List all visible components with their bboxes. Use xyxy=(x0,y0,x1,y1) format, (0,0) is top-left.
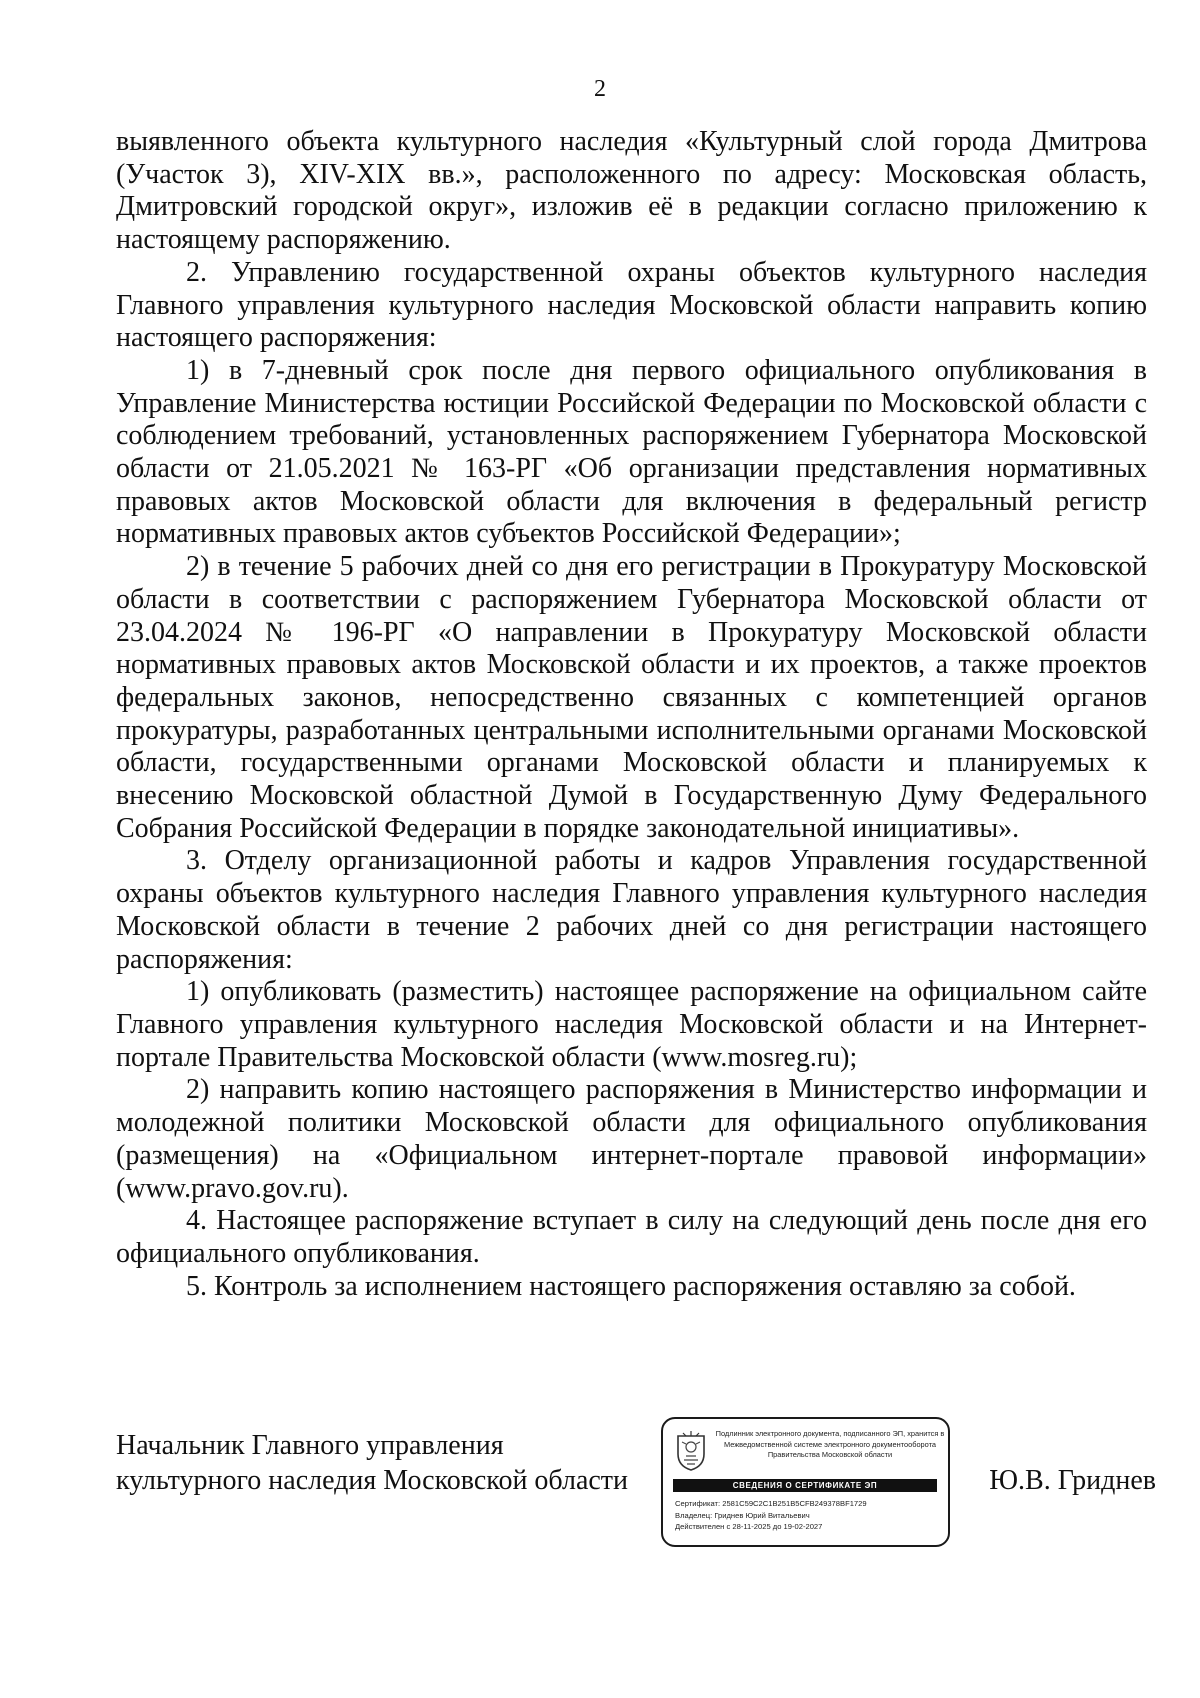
paragraph-item-2: 2. Управлению государственной охраны объектов культурного наследия Главного управления культурного наследия Московской области направить копию настоящего распоряжения: xyxy=(116,256,1147,354)
document-body xyxy=(116,126,1147,1303)
paragraph-item-3-1: 1) опубликовать (разместить) настоящее распоряжение на официальном сайте Главного управления культурного наследия Московской области и на Интернет-портале Правительства Московской области (www.mosreg.ru); xyxy=(116,976,1147,1073)
stamp-validity: Действителен с 28-11-2025 до 19-02-2027 xyxy=(675,1522,823,1531)
paragraph-item-3-2: 2) направить копию настоящего распоряжения в Министерство информации и молодежной политики Московской области для официального опубликования (размещения) на «Официальном интернет-портале правовой информации» (www.pravo.gov.ru). xyxy=(116,1074,1147,1204)
paragraph-item-3: 3. Отделу организационной работы и кадров Управления государственной охраны объектов культурного наследия Главного управления культурного наследия Московской области в течение 2 рабочих дней со дня регистрации настоящего распоряжения: xyxy=(116,845,1147,975)
stamp-certificate: Сертификат: 2581C59C2C1B251B5CFB249378BF1729 xyxy=(675,1499,867,1508)
stamp-notice-text: Подлинник электронного документа, подписанного ЭП, хранится в Межведомственной системе электронного документооборота Правительства Московской области xyxy=(715,1429,945,1459)
paragraph-continuation: выявленного объекта культурного наследия «Культурный слой города Дмитрова (Участок 3), XIV-XIX вв.», расположенного по адресу: Московская область, Дмитровский городской округ», изложив её в редакции согласно приложению к настоящему распоряжению. xyxy=(116,126,1147,256)
paragraph-item-2-2: 2) в течение 5 рабочих дней со дня его регистрации в Прокуратуру Московской области в соответствии с распоряжением Губернатора Московской области от 23.04.2024 № 196-РГ «О направлении в Прокуратуру Московской области нормативных правовых актов Московской области и их проектов, а также проектов федеральных законов, непосредственно связанных с компетенцией органов прокуратуры, разработанных центральными исполнительными органами Московской области, государственными органами Московской области и планируемых к внесению Московской областной Думой в Государственную Думу Федерального Собрания Российской Федерации в порядке законодательной инициативы». xyxy=(116,551,1147,844)
stamp-owner: Владелец: Гриднев Юрий Витальевич xyxy=(675,1510,810,1520)
page-number: 2 xyxy=(594,76,606,102)
signatory-title-line-2: культурного наследия Московской области xyxy=(116,1465,629,1496)
signature-block xyxy=(116,1428,1156,1558)
signatory-title xyxy=(116,1428,628,1498)
paragraph-item-4: 4. Настоящее распоряжение вступает в силу на следующий день после дня его официального опубликования. xyxy=(116,1205,1147,1269)
paragraph-item-5: 5. Контроль за исполнением настоящего распоряжения оставляю за собой. xyxy=(186,1270,1076,1302)
stamp-header: СВЕДЕНИЯ О СЕРТИФИКАТЕ ЭП xyxy=(673,1479,937,1492)
stamp-details xyxy=(675,1498,943,1533)
signatory-title-line-1: Начальник Главного управления xyxy=(116,1430,504,1461)
paragraph-item-2-1: 1) в 7-дневный срок после дня первого официального опубликования в Управление Министерства юстиции Российской Федерации по Московской области с соблюдением требований, установленных распоряжением Губернатора Московской области от 21.05.2021 № 163-РГ «Об организации представления нормативных правовых актов Московской области для включения в федеральный регистр нормативных правовых актов субъектов Российской Федерации»; xyxy=(116,354,1147,550)
coat-of-arms-icon xyxy=(674,1430,708,1472)
signatory-name: Ю.В. Гриднев xyxy=(989,1465,1156,1496)
electronic-signature-stamp xyxy=(661,1417,950,1547)
